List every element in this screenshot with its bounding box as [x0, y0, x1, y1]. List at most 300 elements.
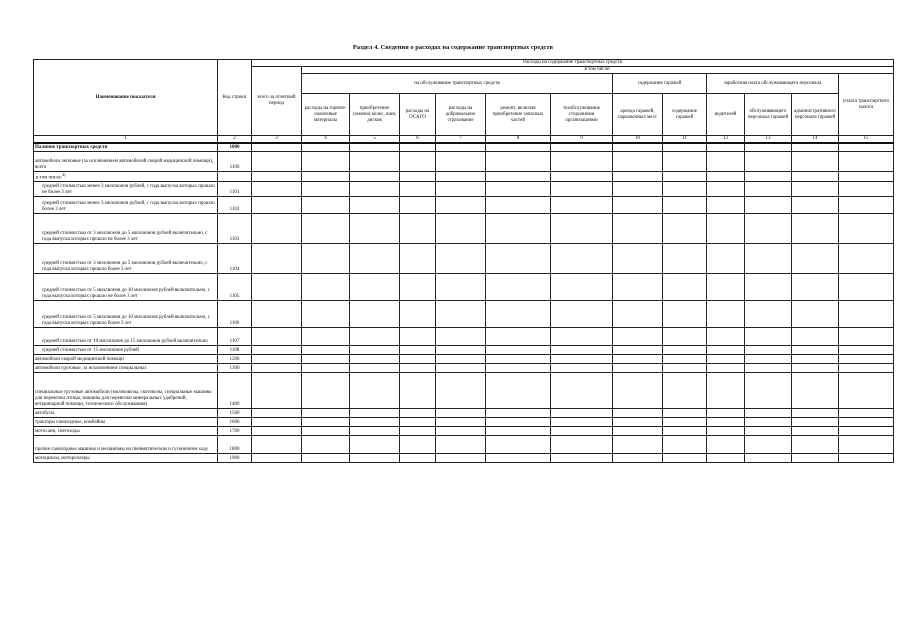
value-cell[interactable] — [839, 151, 894, 171]
value-cell[interactable] — [792, 346, 839, 355]
value-cell[interactable] — [707, 328, 745, 346]
value-cell[interactable] — [551, 197, 613, 214]
value-cell[interactable] — [839, 328, 894, 346]
value-cell[interactable] — [302, 364, 350, 373]
value-cell[interactable] — [745, 301, 792, 328]
row-name — [34, 454, 218, 463]
row-name — [34, 301, 218, 328]
value-cell[interactable] — [400, 328, 436, 346]
value-cell[interactable] — [613, 244, 663, 274]
value-cell[interactable] — [745, 182, 792, 197]
value-cell[interactable] — [400, 197, 436, 214]
value-cell[interactable] — [486, 409, 551, 418]
value-cell[interactable] — [486, 197, 551, 214]
value-cell[interactable] — [792, 328, 839, 346]
value-cell[interactable] — [400, 346, 436, 355]
row-code: 1108 — [218, 346, 252, 355]
value-cell[interactable] — [707, 454, 745, 463]
value-cell[interactable] — [663, 197, 707, 214]
value-cell[interactable] — [400, 436, 436, 454]
value-cell[interactable] — [745, 409, 792, 418]
value-cell[interactable] — [400, 214, 436, 244]
column-number: 11 — [663, 136, 707, 144]
value-cell[interactable] — [486, 418, 551, 427]
value-cell[interactable] — [613, 274, 663, 301]
value-cell[interactable] — [707, 274, 745, 301]
value-cell[interactable] — [551, 427, 613, 436]
row-code: 1000 — [218, 143, 252, 151]
value-cell[interactable] — [436, 214, 486, 244]
row-code: 1103 — [218, 214, 252, 244]
value-cell[interactable] — [302, 409, 350, 418]
value-cell[interactable] — [302, 182, 350, 197]
value-cell[interactable] — [663, 418, 707, 427]
header-indicator: Наименование показателя — [34, 60, 218, 136]
value-cell[interactable] — [302, 328, 350, 346]
value-cell[interactable] — [663, 274, 707, 301]
value-cell[interactable] — [707, 364, 745, 373]
value-cell[interactable] — [792, 427, 839, 436]
value-cell[interactable] — [663, 143, 707, 151]
value-cell[interactable] — [792, 301, 839, 328]
value-cell[interactable] — [252, 214, 302, 244]
value-cell[interactable] — [707, 214, 745, 244]
value-cell[interactable] — [792, 418, 839, 427]
value-cell[interactable] — [707, 301, 745, 328]
value-cell[interactable] — [252, 151, 302, 171]
value-cell[interactable] — [302, 355, 350, 364]
value-cell[interactable] — [551, 328, 613, 346]
value-cell[interactable] — [839, 454, 894, 463]
value-cell[interactable] — [663, 171, 707, 182]
header-garages: содержание гаражей — [613, 74, 707, 94]
value-cell[interactable] — [486, 143, 551, 151]
value-cell[interactable] — [792, 171, 839, 182]
value-cell[interactable] — [792, 454, 839, 463]
value-cell[interactable] — [252, 171, 302, 182]
value-cell[interactable] — [792, 244, 839, 274]
value-cell[interactable] — [551, 409, 613, 418]
value-cell[interactable] — [350, 214, 400, 244]
value-cell[interactable] — [663, 301, 707, 328]
value-cell[interactable] — [302, 143, 350, 151]
row-name-text: средней стоимостью от 3 миллионов до 5 миллионов рублей включительно, с года выпуска которых прошло более 3 лет — [42, 261, 208, 273]
value-cell[interactable] — [839, 274, 894, 301]
value-cell[interactable] — [350, 409, 400, 418]
value-cell[interactable] — [551, 214, 613, 244]
value-cell[interactable] — [436, 436, 486, 454]
value-cell[interactable] — [613, 214, 663, 244]
header-third-party: техобслуживание сторонними организациями — [551, 94, 613, 136]
value-cell[interactable] — [350, 427, 400, 436]
value-cell[interactable] — [745, 171, 792, 182]
value-cell[interactable] — [350, 197, 400, 214]
value-cell[interactable] — [486, 214, 551, 244]
value-cell[interactable] — [745, 214, 792, 244]
value-cell[interactable] — [252, 197, 302, 214]
value-cell[interactable] — [302, 197, 350, 214]
value-cell[interactable] — [436, 274, 486, 301]
value-cell[interactable] — [745, 418, 792, 427]
value-cell[interactable] — [252, 454, 302, 463]
table-row — [34, 364, 894, 373]
value-cell[interactable] — [252, 301, 302, 328]
value-cell[interactable] — [400, 301, 436, 328]
value-cell[interactable] — [436, 409, 486, 418]
table-row — [34, 182, 894, 197]
value-cell[interactable] — [745, 436, 792, 454]
value-cell[interactable] — [707, 346, 745, 355]
value-cell[interactable] — [551, 301, 613, 328]
value-cell[interactable] — [400, 274, 436, 301]
value-cell[interactable] — [745, 197, 792, 214]
value-cell[interactable] — [839, 301, 894, 328]
value-cell[interactable] — [436, 346, 486, 355]
value-cell[interactable] — [400, 373, 436, 409]
header-voluntary-insurance: расходы на добровольное страхование — [436, 94, 486, 136]
value-cell[interactable] — [436, 364, 486, 373]
value-cell[interactable] — [551, 182, 613, 197]
column-number: 3 — [252, 136, 302, 144]
row-name-text: автомобили легковые (за исключением автомобилей скорой медицинской помощи), всего — [35, 158, 214, 170]
value-cell[interactable] — [792, 274, 839, 301]
value-cell[interactable] — [302, 214, 350, 244]
value-cell[interactable] — [663, 436, 707, 454]
value-cell[interactable] — [486, 454, 551, 463]
header-including: в том числе: — [302, 67, 894, 74]
row-name — [34, 274, 218, 301]
value-cell[interactable] — [252, 364, 302, 373]
row-name — [34, 355, 218, 364]
value-cell[interactable] — [400, 454, 436, 463]
value-cell[interactable] — [551, 373, 613, 409]
value-cell[interactable] — [792, 355, 839, 364]
value-cell[interactable] — [613, 143, 663, 151]
value-cell[interactable] — [663, 364, 707, 373]
value-cell[interactable] — [486, 328, 551, 346]
value-cell[interactable] — [745, 328, 792, 346]
row-name-text: мотоциклы, мотороллеры — [35, 456, 90, 462]
value-cell[interactable] — [707, 355, 745, 364]
value-cell[interactable] — [663, 409, 707, 418]
value-cell[interactable] — [663, 214, 707, 244]
value-cell[interactable] — [252, 143, 302, 151]
column-number: 7 — [436, 136, 486, 144]
value-cell[interactable] — [613, 409, 663, 418]
value-cell[interactable] — [613, 182, 663, 197]
value-cell[interactable] — [613, 328, 663, 346]
value-cell[interactable] — [613, 436, 663, 454]
value-cell[interactable] — [252, 427, 302, 436]
value-cell[interactable] — [252, 373, 302, 409]
value-cell[interactable] — [551, 171, 613, 182]
value-cell[interactable] — [252, 328, 302, 346]
value-cell[interactable] — [302, 454, 350, 463]
value-cell[interactable] — [663, 151, 707, 171]
row-name — [34, 151, 218, 171]
row-name-text: прочие самоходные машины и механизмы на пневматическом и гусеничном ходу — [35, 447, 209, 453]
value-cell[interactable] — [792, 409, 839, 418]
value-cell[interactable] — [551, 244, 613, 274]
row-name-text: средней стоимостью от 10 миллионов до 15 миллионов рублей включительно — [42, 339, 208, 345]
value-cell[interactable] — [486, 151, 551, 171]
value-cell[interactable] — [839, 364, 894, 373]
value-cell[interactable] — [707, 197, 745, 214]
value-cell[interactable] — [302, 301, 350, 328]
value-cell[interactable] — [707, 409, 745, 418]
table-row — [34, 427, 894, 436]
value-cell[interactable] — [400, 355, 436, 364]
value-cell[interactable] — [302, 274, 350, 301]
row-name-text: в том числе: — [36, 175, 63, 181]
value-cell[interactable] — [663, 328, 707, 346]
value-cell[interactable] — [400, 182, 436, 197]
value-cell[interactable] — [350, 364, 400, 373]
value-cell[interactable] — [613, 427, 663, 436]
value-cell[interactable] — [745, 355, 792, 364]
value-cell[interactable] — [551, 143, 613, 151]
value-cell[interactable] — [839, 182, 894, 197]
value-cell[interactable] — [707, 427, 745, 436]
value-cell[interactable] — [486, 436, 551, 454]
row-code: 1800 — [218, 436, 252, 454]
row-code: 1100 — [218, 151, 252, 171]
value-cell[interactable] — [350, 328, 400, 346]
row-name — [34, 409, 218, 418]
value-cell[interactable] — [613, 197, 663, 214]
value-cell[interactable] — [707, 373, 745, 409]
value-cell[interactable] — [436, 182, 486, 197]
value-cell[interactable] — [350, 274, 400, 301]
value-cell[interactable] — [551, 346, 613, 355]
value-cell[interactable] — [302, 171, 350, 182]
value-cell[interactable] — [400, 427, 436, 436]
row-name-text: Наличие транспортных средств — [35, 144, 108, 150]
table-row — [34, 454, 894, 463]
value-cell[interactable] — [839, 409, 894, 418]
value-cell[interactable] — [252, 355, 302, 364]
value-cell[interactable] — [302, 346, 350, 355]
header-osago: расходы на ОСАГО — [400, 94, 436, 136]
value-cell[interactable] — [745, 373, 792, 409]
table-row — [34, 151, 894, 171]
value-cell[interactable] — [350, 171, 400, 182]
value-cell[interactable] — [613, 454, 663, 463]
value-cell[interactable] — [663, 346, 707, 355]
value-cell[interactable] — [400, 143, 436, 151]
value-cell[interactable] — [350, 373, 400, 409]
value-cell[interactable] — [486, 182, 551, 197]
value-cell[interactable] — [792, 197, 839, 214]
value-cell[interactable] — [252, 409, 302, 418]
value-cell[interactable] — [613, 364, 663, 373]
row-name-text: средней стоимостью от 5 миллионов до 10 миллионов рублей включительно, с года выпуска которых прошло не более 3 лет — [42, 288, 210, 300]
value-cell[interactable] — [792, 214, 839, 244]
value-cell[interactable] — [400, 364, 436, 373]
value-cell[interactable] — [252, 182, 302, 197]
value-cell[interactable] — [350, 436, 400, 454]
value-cell[interactable] — [839, 171, 894, 182]
value-cell[interactable] — [707, 244, 745, 274]
value-cell[interactable] — [792, 373, 839, 409]
value-cell[interactable] — [613, 346, 663, 355]
value-cell[interactable] — [707, 171, 745, 182]
value-cell[interactable] — [707, 143, 745, 151]
value-cell[interactable] — [302, 151, 350, 171]
value-cell[interactable] — [350, 346, 400, 355]
value-cell[interactable] — [839, 346, 894, 355]
value-cell[interactable] — [400, 151, 436, 171]
row-name — [34, 197, 218, 214]
value-cell[interactable] — [613, 301, 663, 328]
value-cell[interactable] — [613, 373, 663, 409]
value-cell[interactable] — [350, 143, 400, 151]
value-cell[interactable] — [436, 143, 486, 151]
value-cell[interactable] — [486, 171, 551, 182]
value-cell[interactable] — [707, 418, 745, 427]
value-cell[interactable] — [252, 346, 302, 355]
header-tires: приобретение (замена) колес, шин, дисков — [350, 94, 400, 136]
value-cell[interactable] — [302, 436, 350, 454]
value-cell[interactable] — [551, 436, 613, 454]
value-cell[interactable] — [613, 171, 663, 182]
value-cell[interactable] — [436, 427, 486, 436]
value-cell[interactable] — [839, 427, 894, 436]
value-cell[interactable] — [613, 355, 663, 364]
value-cell[interactable] — [486, 364, 551, 373]
value-cell[interactable] — [400, 244, 436, 274]
column-number: 15 — [839, 136, 894, 144]
value-cell[interactable] — [663, 355, 707, 364]
section-title: Раздел 4. Сведения о расходах на содержание транспортных средств — [352, 44, 554, 51]
value-cell[interactable] — [551, 274, 613, 301]
value-cell[interactable] — [252, 436, 302, 454]
value-cell[interactable] — [613, 418, 663, 427]
value-cell[interactable] — [436, 454, 486, 463]
row-name — [34, 418, 218, 427]
value-cell[interactable] — [707, 182, 745, 197]
value-cell[interactable] — [350, 301, 400, 328]
value-cell[interactable] — [839, 355, 894, 364]
value-cell[interactable] — [792, 143, 839, 151]
value-cell[interactable] — [400, 409, 436, 418]
value-cell[interactable] — [745, 151, 792, 171]
header-expenses-total: Расходы на содержание транспортных средств — [252, 60, 894, 67]
value-cell[interactable] — [663, 427, 707, 436]
column-number: 4 — [302, 136, 350, 144]
header-fuel: расходы на горюче-смазочные материалы — [302, 94, 350, 136]
value-cell[interactable] — [436, 197, 486, 214]
value-cell[interactable] — [551, 151, 613, 171]
value-cell[interactable] — [436, 301, 486, 328]
value-cell[interactable] — [792, 151, 839, 171]
value-cell[interactable] — [436, 151, 486, 171]
table-row — [34, 301, 894, 328]
value-cell[interactable] — [436, 171, 486, 182]
value-cell[interactable] — [745, 427, 792, 436]
value-cell[interactable] — [486, 427, 551, 436]
value-cell[interactable] — [486, 346, 551, 355]
value-cell[interactable] — [400, 171, 436, 182]
value-cell[interactable] — [839, 214, 894, 244]
value-cell[interactable] — [663, 244, 707, 274]
row-name — [34, 182, 218, 197]
value-cell[interactable] — [436, 328, 486, 346]
value-cell[interactable] — [792, 364, 839, 373]
value-cell[interactable] — [745, 244, 792, 274]
value-cell[interactable] — [663, 373, 707, 409]
header-total-period: всего за отчетный период — [252, 67, 302, 136]
value-cell[interactable] — [252, 244, 302, 274]
value-cell[interactable] — [792, 436, 839, 454]
value-cell[interactable] — [707, 151, 745, 171]
row-name-text: специальные грузовые автомобили (молоковозы, скотовозы, специальные машины для перевозки птицы, машины для перевозки минеральных удобрений, ветеринарной помощи, технического обслуживания) — [35, 390, 212, 408]
value-cell[interactable] — [350, 151, 400, 171]
value-cell[interactable] — [745, 346, 792, 355]
value-cell[interactable] — [663, 454, 707, 463]
value-cell[interactable] — [613, 151, 663, 171]
value-cell[interactable] — [400, 418, 436, 427]
table-row — [34, 171, 894, 182]
value-cell[interactable] — [745, 454, 792, 463]
value-cell[interactable] — [486, 355, 551, 364]
value-cell[interactable] — [486, 301, 551, 328]
value-cell[interactable] — [486, 373, 551, 409]
value-cell[interactable] — [745, 143, 792, 151]
value-cell[interactable] — [707, 436, 745, 454]
value-cell[interactable] — [350, 182, 400, 197]
value-cell[interactable] — [551, 364, 613, 373]
value-cell[interactable] — [663, 182, 707, 197]
value-cell[interactable] — [551, 418, 613, 427]
value-cell[interactable] — [839, 373, 894, 409]
value-cell[interactable] — [436, 244, 486, 274]
value-cell[interactable] — [302, 418, 350, 427]
value-cell[interactable] — [839, 244, 894, 274]
value-cell[interactable] — [302, 427, 350, 436]
value-cell[interactable] — [839, 197, 894, 214]
value-cell[interactable] — [350, 454, 400, 463]
table-row — [34, 346, 894, 355]
value-cell[interactable] — [436, 355, 486, 364]
value-cell[interactable] — [792, 182, 839, 197]
value-cell[interactable] — [839, 436, 894, 454]
row-code: 1200 — [218, 355, 252, 364]
row-code: 1700 — [218, 427, 252, 436]
value-cell[interactable] — [551, 355, 613, 364]
header-maintenance: на обслуживание транспортных средств — [302, 74, 613, 94]
value-cell[interactable] — [745, 364, 792, 373]
value-cell[interactable] — [302, 244, 350, 274]
value-cell[interactable] — [350, 244, 400, 274]
value-cell[interactable] — [486, 244, 551, 274]
value-cell[interactable] — [551, 454, 613, 463]
value-cell[interactable] — [302, 373, 350, 409]
value-cell[interactable] — [436, 373, 486, 409]
value-cell[interactable] — [350, 418, 400, 427]
value-cell[interactable] — [252, 418, 302, 427]
value-cell[interactable] — [839, 143, 894, 151]
value-cell[interactable] — [745, 274, 792, 301]
column-number: 13 — [745, 136, 792, 144]
value-cell[interactable] — [436, 418, 486, 427]
value-cell[interactable] — [252, 274, 302, 301]
value-cell[interactable] — [486, 274, 551, 301]
row-name-text: автомобили грузовые, за исключением специальных — [35, 366, 147, 372]
value-cell[interactable] — [839, 418, 894, 427]
value-cell[interactable] — [350, 355, 400, 364]
column-number: 6 — [400, 136, 436, 144]
